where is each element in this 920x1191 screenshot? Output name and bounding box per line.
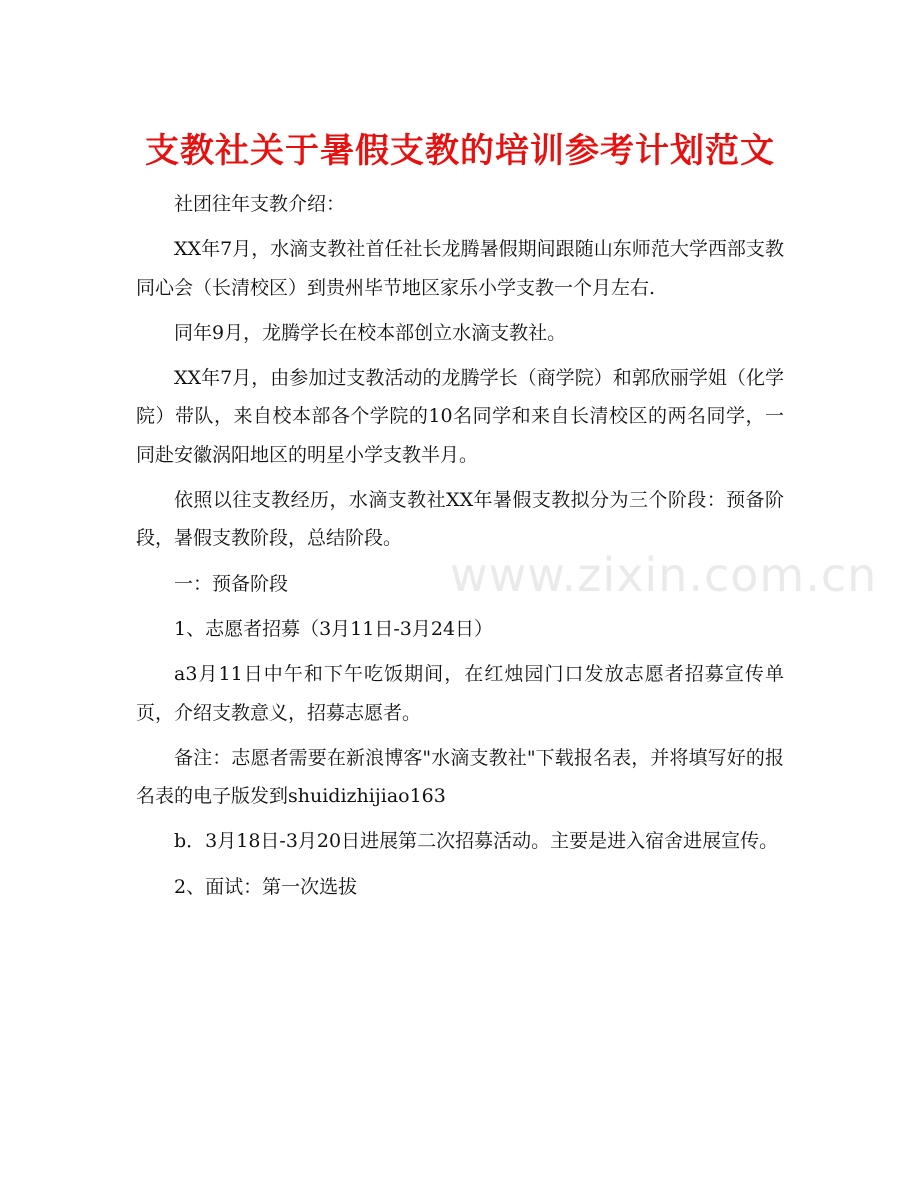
paragraph: XX年7月，水滴支教社首任社长龙腾暑假期间跟随山东师范大学西部支教同心会（长清校区）到贵州毕节地区家乐小学支教一个月左右.	[136, 238, 784, 299]
paragraph: 依照以往支教经历，水滴支教社XX年暑假支教拟分为三个阶段：预备阶段，暑假支教阶段，总结阶段。	[136, 489, 784, 550]
paragraph: XX年7月，由参加过支教活动的龙腾学长（商学院）和郭欣丽学姐（化学院）带队，来自校本部各个学院的10名同学和来自长清校区的两名同学，一同赴安徽涡阳地区的明星小学支教半月。	[136, 367, 784, 466]
document-title: 支教社关于暑假支教的培训参考计划范文	[145, 131, 775, 171]
watermark: www.zixin.com.cn	[450, 548, 878, 602]
subsection-heading: 1、志愿者招募（3月11日-3月24日）	[174, 617, 494, 640]
paragraph: a3月11日中午和下午吃饭期间，在红烛园门口发放志愿者招募宣传单页，介绍支教意义，招募志愿者。	[136, 663, 784, 724]
paragraph: 同年9月，龙腾学长在校本部创立水滴支教社。	[174, 321, 567, 344]
section-heading: 一：预备阶段	[174, 572, 289, 595]
paragraph: 备注：志愿者需要在新浪博客"水滴支教社"下载报名表，并将填写好的报名表的电子版发到shuidizhijiao163	[136, 746, 784, 808]
document-body	[136, 185, 784, 913]
subsection-heading: 2、面试：第一次选拔	[174, 875, 358, 898]
paragraph: b．3月18日-3月20日进展第二次招募活动。主要是进入宿舍进展宣传。	[174, 830, 779, 853]
paragraph: 社团往年支教介绍：	[174, 193, 346, 215]
